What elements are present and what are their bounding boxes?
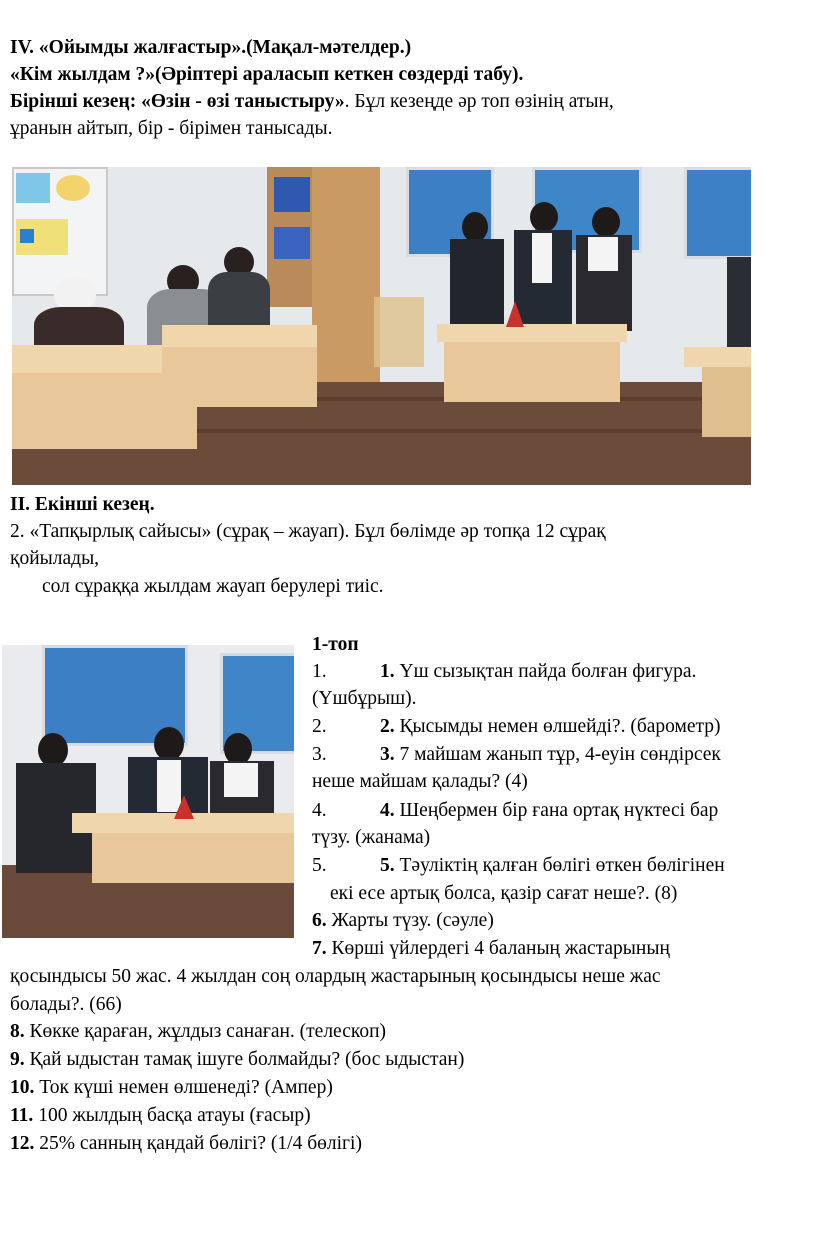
list-item: 1. 1. Үш сызықтан пайда болған фигура. — [312, 661, 697, 682]
list-item-cont: болады?. (66) — [10, 994, 122, 1015]
list-item: 12. 25% санның қандай бөлігі? (1/4 бөлігі) — [10, 1133, 362, 1154]
group-title: 1-топ — [312, 634, 359, 655]
list-item-cont: екі есе артық болса, қазір сағат неше?. (8) — [330, 883, 678, 904]
stage1-paragraph — [10, 90, 614, 114]
list-item: 3. 3. 7 майшам жанып тұр, 4-еуін сөндірсек — [312, 744, 721, 765]
section2-line3: сол сұраққа жылдам жауап берулері тиіс. — [42, 576, 384, 597]
stage1-continuation: ұранын айтып, бір - бірімен танысады. — [10, 118, 333, 139]
section2-heading: ІІ. Екінші кезең. — [10, 494, 155, 515]
list-item: 5. 5. Тәуліктің қалған бөлігі өткен бөлігінен — [312, 855, 725, 876]
section2-line2: қойылады, — [10, 548, 100, 569]
list-item: 2. 2. Қысымды немен өлшейді?. (барометр) — [312, 716, 721, 737]
list-item: 11. 100 жылдың басқа атауы (ғасыр) — [10, 1105, 311, 1126]
section4-heading: IV. «Ойымды жалғастыр».(Мақал-мәтелдер.) — [10, 37, 412, 58]
list-item: 4. 4. Шеңбермен бір ғана ортақ нүктесі бар — [312, 800, 719, 821]
list-item: 10. Ток күші немен өлшенеді? (Ампер) — [10, 1077, 333, 1098]
list-item: 9. Қай ыдыстан тамақ ішуге болмайды? (бос ыдыстан) — [10, 1049, 465, 1070]
list-item-cont: (Үшбұрыш). — [312, 688, 417, 709]
stage1-title: Бірінші кезең: «Өзін - өзі таныстыру» — [10, 91, 345, 112]
list-item: 7. Көрші үйлердегі 4 баланың жастарының — [312, 938, 670, 959]
list-item-cont: түзу. (жанама) — [312, 827, 431, 848]
section4-subheading: «Кім жылдам ?»(Әріптері араласып кеткен сөздерді табу). — [10, 64, 524, 85]
list-item: 6. Жарты түзу. (сәуле) — [312, 910, 494, 931]
section2-line1: 2. «Тапқырлық сайысы» (сұрақ – жауап). Бұл бөлімде әр топқа 12 сұрақ — [10, 521, 606, 542]
list-item-cont: неше майшам қалады? (4) — [312, 771, 528, 792]
classroom-photo-1 — [12, 167, 751, 485]
stage1-text: . Бұл кезеңде әр топ өзінің атын, — [344, 91, 614, 112]
list-item: 8. Көкке қараған, жұлдыз санаған. (телескоп) — [10, 1021, 387, 1042]
list-item-cont: қосындысы 50 жас. 4 жылдан соң олардың жастарының қосындысы неше жас — [10, 966, 661, 987]
classroom-photo-2 — [2, 645, 294, 938]
